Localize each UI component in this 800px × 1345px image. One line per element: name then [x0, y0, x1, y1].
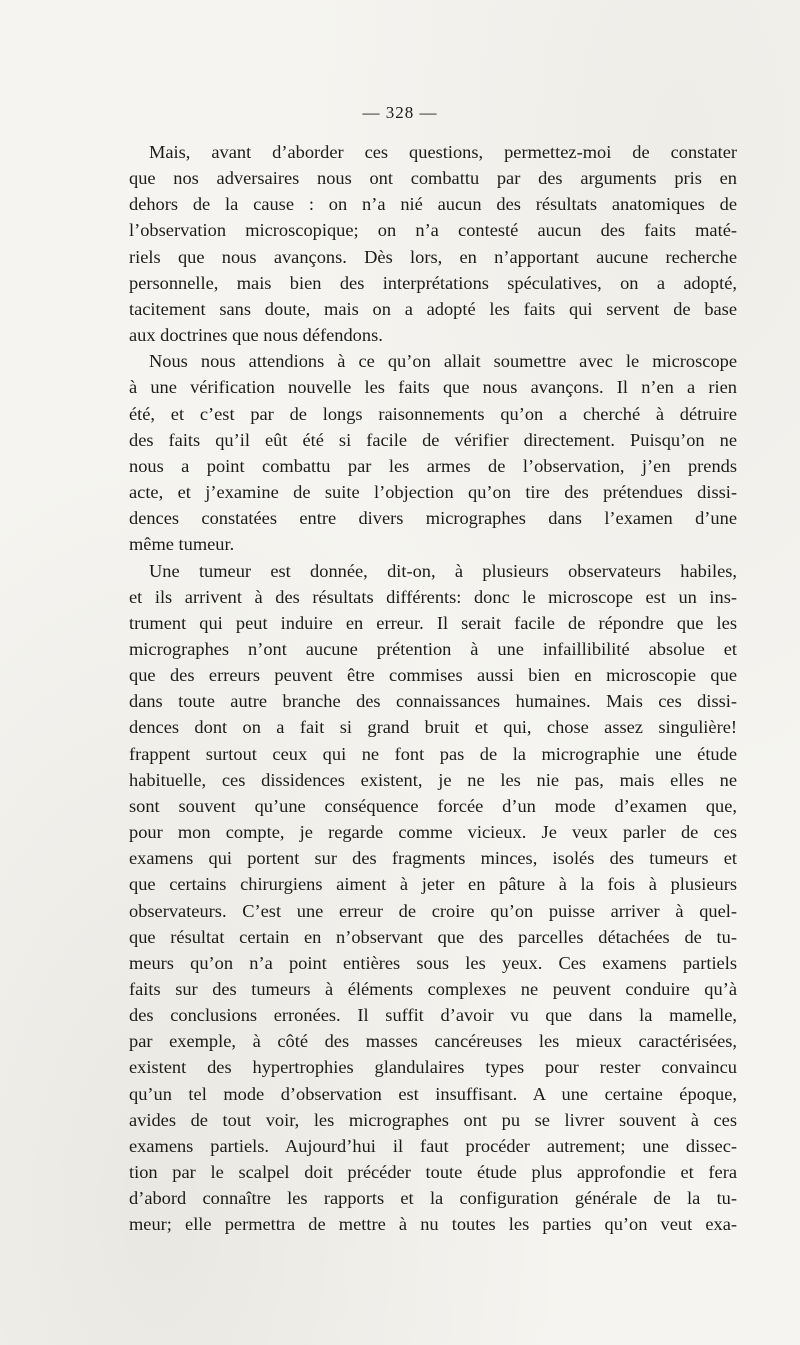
text-line: d’abord connaître les rapports et la configuration générale de la tu-	[129, 1188, 737, 1209]
text-line: qu’un tel mode d’observation est insuffisant. A une certaine époque,	[129, 1083, 737, 1104]
body-text	[129, 139, 737, 1238]
text-line: frappent surtout ceux qui ne font pas de la micrographie une étude	[129, 743, 737, 764]
text-line: avides de tout voir, les micrographes ont pu se livrer souvent à ces	[129, 1109, 737, 1130]
text-line: Une tumeur est donnée, dit-on, à plusieurs observateurs habiles,	[149, 560, 737, 581]
text-line: que certains chirurgiens aiment à jeter en pâture à la fois à plusieurs	[129, 874, 737, 895]
text-line: aux doctrines que nous défendons.	[129, 325, 383, 346]
text-line: Mais, avant d’aborder ces questions, permettez-moi de constater	[149, 142, 737, 162]
text-line: trument qui peut induire en erreur. Il serait facile de répondre que les	[129, 612, 737, 633]
text-line: que résultat certain en n’observant que des parcelles détachées de tu-	[129, 926, 737, 947]
text-line: sont souvent qu’une conséquence forcée d’un mode d’examen que,	[129, 795, 737, 816]
text-line: examens qui portent sur des fragments minces, isolés des tumeurs et	[129, 848, 737, 869]
text-line: dehors de la cause : on n’a nié aucun des résultats anatomiques de	[129, 194, 737, 215]
text-line: l’observation microscopique; on n’a contesté aucun des faits maté-	[129, 220, 737, 241]
text-line: tacitement sans doute, mais on a adopté les faits qui servent de base	[129, 298, 737, 319]
text-line: que nos adversaires nous ont combattu par des arguments pris en	[129, 168, 737, 189]
text-line: faits sur des tumeurs à éléments complexes ne peuvent conduire qu’à	[129, 979, 737, 999]
text-line: à une vérification nouvelle les faits que nous avançons. Il n’en a rien	[129, 377, 737, 398]
text-line: été, et c’est par de longs raisonnements qu’on a cherché à détruire	[129, 403, 737, 424]
text-line: micrographes n’ont aucune prétention à une infaillibilité absolue et	[129, 638, 737, 659]
text-line: que des erreurs peuvent être commises aussi bien en microscopie que	[129, 665, 737, 686]
text-line: tion par le scalpel doit précéder toute étude plus approfondie et fera	[129, 1162, 737, 1183]
text-line: meur; elle permettra de mettre à nu toutes les parties qu’on veut exa-	[129, 1214, 737, 1235]
text-line: habituelle, ces dissidences existent, je ne les nie pas, mais elles ne	[129, 769, 737, 790]
text-line: par exemple, à côté des masses cancéreuses les mieux caractérisées,	[129, 1031, 737, 1052]
text-line: nous a point combattu par les armes de l’observation, j’en prends	[129, 455, 737, 476]
text-line: riels que nous avançons. Dès lors, en n’apportant aucune recherche	[129, 246, 737, 267]
text-line: des conclusions erronées. Il suffit d’avoir vu que dans la mamelle,	[129, 1005, 737, 1026]
text-line: acte, et j’examine de suite l’objection qu’on tire des prétendues dissi-	[129, 482, 737, 503]
text-line: meurs qu’on n’a point entières sous les yeux. Ces examens partiels	[129, 952, 737, 973]
text-line: examens partiels. Aujourd’hui il faut procéder autrement; une dissec-	[129, 1135, 737, 1156]
text-line: pour mon compte, je regarde comme vicieux. Je veux parler de ces	[129, 822, 737, 843]
text-line: Nous nous attendions à ce qu’on allait soumettre avec le microscope	[149, 351, 737, 372]
text-line: dences dont on a fait si grand bruit et qui, chose assez singulière!	[129, 717, 737, 738]
text-line: existent des hypertrophies glandulaires types pour rester convaincu	[129, 1057, 737, 1078]
text-line: même tumeur.	[129, 534, 235, 555]
text-line: dans toute autre branche des connaissances humaines. Mais ces dissi-	[129, 691, 737, 712]
text-line: observateurs. C’est une erreur de croire qu’on puisse arriver à quel-	[129, 900, 737, 921]
text-line: des faits qu’il eût été si facile de vérifier directement. Puisqu’on ne	[129, 429, 737, 450]
page-number: — 328 —	[362, 103, 438, 122]
text-line: dences constatées entre divers micrographes dans l’examen d’une	[129, 508, 737, 529]
text-line: et ils arrivent à des résultats différents: donc le microscope est un ins-	[129, 586, 737, 607]
text-line: personnelle, mais bien des interprétations spéculatives, on a adopté,	[129, 272, 737, 293]
